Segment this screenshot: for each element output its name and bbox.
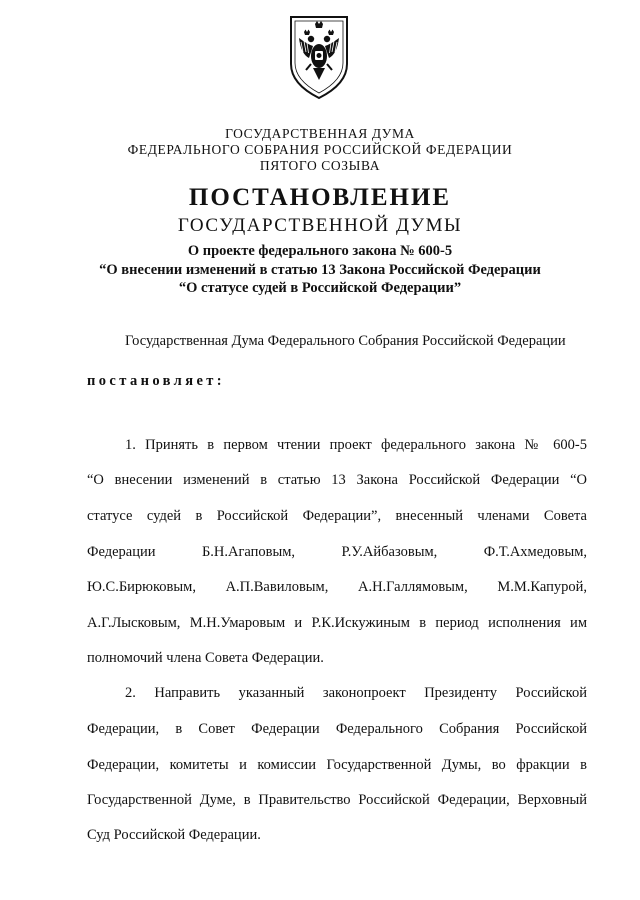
org-line-3: ПЯТОГО СОЗЫВА [259,158,381,173]
coat-of-arms-icon [287,14,351,106]
item2-line-1: 2. Направить указанный законопроект Президенту Российской [125,685,587,701]
item1-line-1: 1. Принять в первом чтении проект федерального закона № 600-5 [125,437,587,453]
item2-line-4: Государственной Думе, в Правительство Российской Федерации, Верховный [87,792,587,808]
preamble-text: Государственная Дума Федерального Собрания Российской Федерации [125,333,566,349]
org-line-2: ФЕДЕРАЛЬНОГО СОБРАНИЯ РОССИЙСКОЙ ФЕДЕРАЦИИ [127,142,513,157]
subject-line-1: О проекте федерального закона № 600-5 [187,243,453,259]
item2-line-2: Федерации, в Совет Федерации Федерального Собрания Российской [87,721,587,737]
issuer-heading: ГОСУДАРСТВЕННОЙ ДУМЫ [177,215,463,236]
item1-line-4: Федерации Б.Н.Агаповым, Р.У.Айбазовым, Ф.Т.Ахмедовым, [87,544,587,560]
org-line-1: ГОСУДАРСТВЕННАЯ ДУМА [225,126,415,141]
item2-line-5: Суд Российской Федерации. [87,827,261,843]
decrees-word: постановляет: [87,373,226,389]
item2-line-3: Федерации, комитеты и комиссии Государственной Думы, во фракции в [87,757,587,773]
subject-line-2: “О внесении изменений в статью 13 Закона Российской Федерации [99,262,541,278]
item1-line-6: А.Г.Лысковым, М.Н.Умаровым и Р.К.Искужиным в период исполнения им [87,615,587,631]
item1-line-7: полномочий члена Совета Федерации. [87,650,324,666]
item1-line-2: “О внесении изменений в статью 13 Закона Российской Федерации “О [87,472,587,488]
document-type-heading: ПОСТАНОВЛЕНИЕ [188,184,452,211]
subject-line-3: “О статусе судей в Российской Федерации” [178,280,462,296]
item1-line-5: Ю.С.Бирюковым, А.П.Вавиловым, А.Н.Галлямовым, М.М.Капурой, [87,579,587,595]
item1-line-3: статусе судей в Российской Федерации”, внесенный членами Совета [87,508,587,524]
